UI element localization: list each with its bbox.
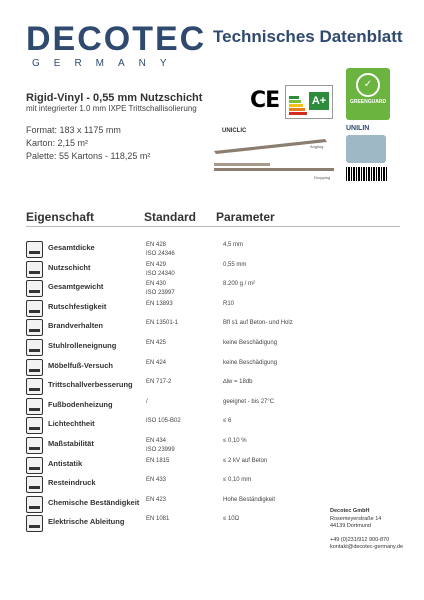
leaf-icon: ✓ [356, 73, 380, 97]
header-divider [26, 226, 400, 227]
standard-line: EN 428 [146, 242, 167, 248]
standard-line: EN 13893 [146, 300, 173, 307]
standard-line: EN 424 [146, 359, 167, 366]
standard-line: ISO 23999 [146, 447, 175, 453]
property-name: Möbelfuß-Versuch [48, 360, 114, 370]
property-parameter: ≤ 0,10 % [223, 438, 247, 444]
property-parameter: ≤ 10Ω [223, 516, 240, 523]
property-standard [146, 261, 175, 279]
property-parameter: 8.200 g / m² [223, 281, 256, 288]
standard-line: EN 434 [146, 438, 167, 444]
property-icon [26, 359, 43, 376]
company-city: 44139 Dortmund [330, 523, 371, 529]
property-name: Brandverhalten [48, 321, 104, 331]
standard-line: EN 1815 [146, 457, 170, 464]
unilin-logo: UNILIN [346, 125, 370, 132]
standard-line: EN 430 [146, 281, 167, 288]
property-name: Gesamtdicke [48, 243, 95, 252]
property-parameter: ∆lw = 18db [223, 379, 253, 386]
property-name: Nutzschicht [48, 262, 91, 272]
unilin-seal-icon [346, 135, 386, 163]
greenguard-badge [346, 68, 390, 120]
property-name: Rutschfestigkeit [48, 301, 107, 311]
standard-line: EN 433 [146, 477, 167, 484]
property-icon [26, 319, 43, 336]
property-standard [146, 319, 178, 328]
uniclic-logo: UNICLIC [222, 128, 247, 134]
property-icon [26, 378, 43, 395]
property-name: Antistatik [48, 458, 83, 468]
property-name: Lichtechtheit [48, 419, 95, 429]
company-phone: +49 (0)231/912 900-870 [330, 536, 390, 543]
property-standard [146, 359, 166, 368]
property-standard [146, 496, 166, 505]
unilin-block [346, 125, 392, 181]
product-title: Rigid-Vinyl - 0,55 mm Nutzschicht [26, 92, 203, 104]
company-name: Decotec GmbH [330, 508, 370, 514]
property-parameter: keine Beschädigung [223, 340, 278, 346]
plank-top-caption: Angling [310, 144, 324, 149]
brand-sub: GERMANY [32, 58, 181, 69]
property-parameter: keine Beschädigung [223, 359, 278, 366]
property-standard [146, 300, 173, 309]
property-icon [26, 496, 43, 513]
standard-line: EN 423 [146, 496, 167, 503]
company-street: Rosemeyerstraße 14 [330, 515, 382, 522]
standard-line: EN 13501-1 [146, 320, 179, 327]
property-icon [26, 476, 43, 493]
property-name: Elektrische Ableitung [48, 517, 125, 527]
property-parameter: ≤ 6 [223, 418, 232, 425]
property-icon [26, 300, 43, 317]
property-icon [26, 261, 43, 278]
property-parameter: ≤ 0,10 mm [223, 477, 252, 484]
column-header-standard: Standard [144, 210, 197, 224]
ce-mark-icon: CE [250, 88, 280, 113]
product-subtitle: mit integrierter 1.0 mm IXPE Trittschallisolierung [26, 104, 197, 113]
property-standard [146, 476, 166, 485]
property-icon [26, 280, 43, 297]
property-name: Chemische Beständigkeit [48, 497, 140, 507]
property-parameter: Bfl s1 auf Beton- und Holz [223, 320, 293, 327]
property-icon [26, 457, 43, 474]
plank-diagram [210, 135, 340, 186]
property-name: Fußbodenheizung [48, 399, 113, 409]
property-icon [26, 515, 43, 532]
standard-line: EN 425 [146, 340, 167, 346]
standard-line: / [146, 398, 148, 405]
property-standard [146, 437, 175, 455]
standard-line: EN 717-2 [146, 379, 172, 386]
standard-line: ISO 24340 [146, 270, 175, 277]
property-parameter: geeignet - bis 27°C [223, 398, 275, 405]
property-parameter: ≤ 2 kV auf Beton [223, 457, 268, 464]
property-parameter: R10 [223, 300, 235, 307]
greenguard-label: GREENGUARD [349, 99, 387, 105]
emission-class-label [285, 85, 333, 119]
standard-line: EN 429 [146, 261, 167, 268]
document-title: Technisches Datenblatt [213, 27, 403, 46]
property-name: Gesamtgewicht [48, 282, 104, 292]
standard-line: ISO 23997 [146, 290, 175, 297]
property-name: Resteindruck [48, 478, 96, 488]
property-standard [146, 339, 166, 348]
emission-class: A+ [309, 92, 329, 110]
property-icon [26, 339, 43, 356]
column-header-property: Eigenschaft [26, 210, 95, 224]
property-standard [146, 398, 148, 407]
property-standard [146, 457, 169, 466]
standard-line: EN 1081 [146, 516, 170, 523]
company-email[interactable]: kontakt@decotec-germany.de [330, 544, 404, 550]
property-name: Maßstabilität [48, 439, 94, 448]
emission-scale-icon [289, 96, 307, 116]
standard-line: ISO 105-B02 [146, 418, 181, 425]
property-parameter: 0,55 mm [223, 261, 247, 268]
spec-format: Format: 183 x 1175 mm [26, 125, 121, 135]
property-standard [146, 515, 169, 524]
property-name: Stuhlrolleneignung [48, 341, 117, 350]
property-icon [26, 398, 43, 415]
property-standard [146, 417, 181, 426]
property-parameter: 4,5 mm [223, 242, 244, 248]
brand-name: DECOTEC [26, 20, 207, 58]
property-icon [26, 241, 43, 258]
property-standard [146, 241, 175, 259]
spec-pallet: Palette: 55 Kartons - 118,25 m² [26, 151, 151, 161]
barcode-icon [346, 167, 388, 181]
property-standard [146, 378, 171, 387]
property-name: Trittschallverbesserung [48, 380, 133, 390]
property-icon [26, 437, 43, 454]
contact-block [330, 508, 403, 552]
decotec-logo [26, 22, 206, 69]
column-header-parameter: Parameter [216, 210, 275, 224]
property-standard [146, 280, 175, 298]
spec-carton: Karton: 2,15 m² [26, 138, 89, 148]
property-parameter: Hohe Beständigkeit [223, 496, 276, 503]
plank-bottom-caption: Dropping [314, 175, 331, 180]
property-icon [26, 417, 43, 434]
standard-line: ISO 24346 [146, 251, 175, 257]
